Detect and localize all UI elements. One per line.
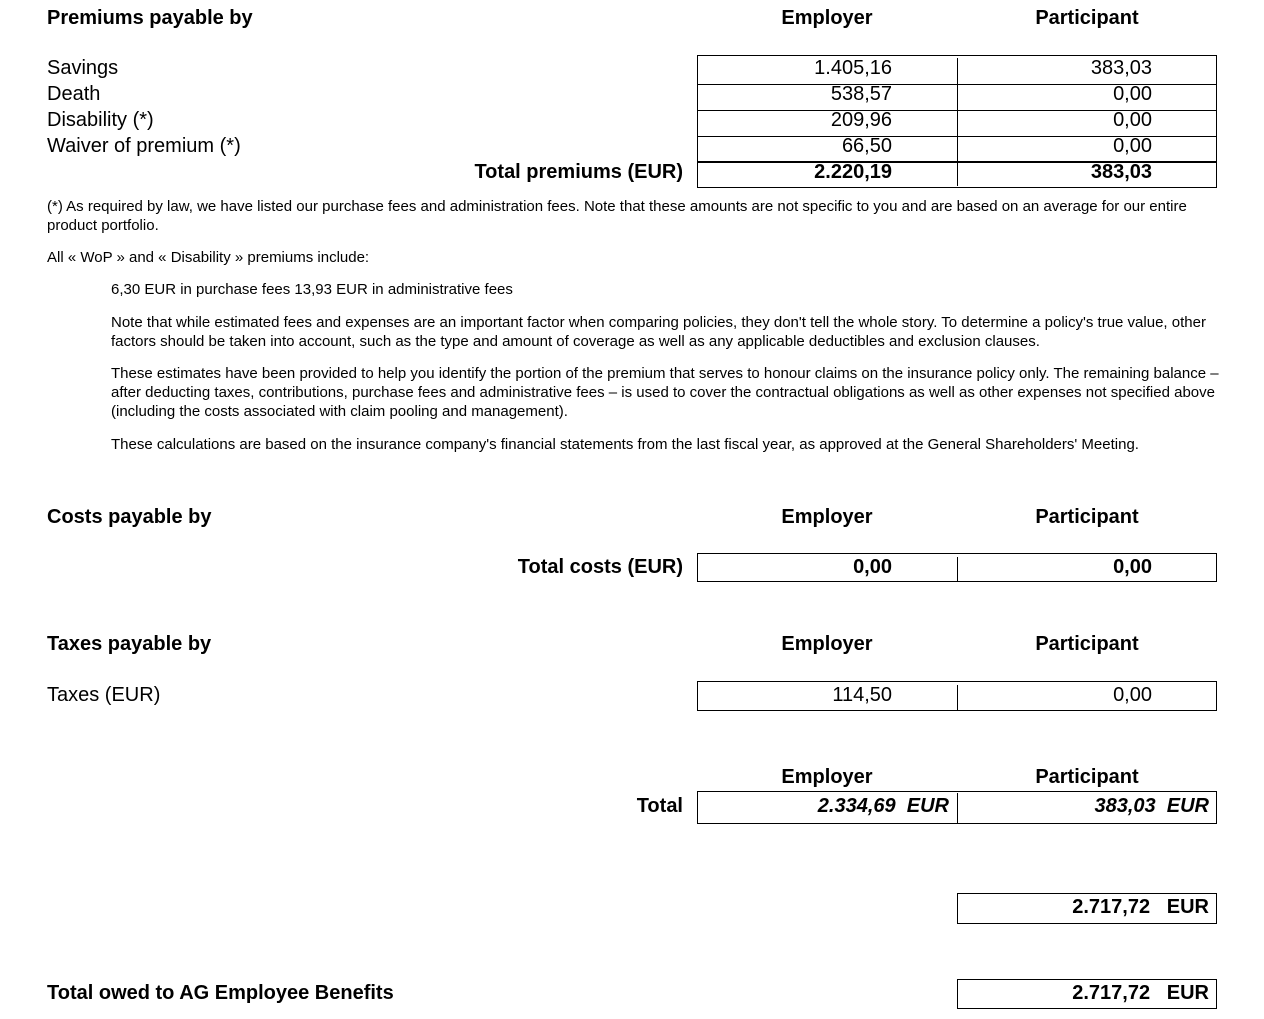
costs-total-employer: 0,00 [853,556,892,578]
premium-waiver-employer: 66,50 [841,135,892,157]
premiums-employer-header: Employer [781,7,873,29]
premium-disability-employer: 209,96 [830,109,892,131]
premiums-total-label: Total premiums (EUR) [474,161,683,183]
premium-death-participant: 0,00 [1113,83,1152,105]
taxes-participant-header: Participant [1035,633,1139,655]
total-employer-value: 2.334,69 EUR [817,795,949,817]
premium-label-death: Death [47,83,101,105]
premium-death-employer: 538,57 [830,83,892,105]
costs-total-participant: 0,00 [1113,556,1152,578]
taxes-employer-header: Employer [781,633,873,655]
fees-line: 6,30 EUR in purchase fees 13,93 EUR in administrative fees [111,281,513,298]
premium-label-disability: Disability (*) [47,109,154,131]
wop-intro: All « WoP » and « Disability » premiums include: [47,249,370,266]
premium-label-savings: Savings [47,57,119,79]
premium-disability-participant: 0,00 [1113,109,1152,131]
costs-total-label: Total costs (EUR) [517,556,683,578]
premium-savings-participant: 383,03 [1090,57,1152,79]
total-label: Total [636,795,683,817]
costs-participant-header: Participant [1035,506,1139,528]
note-paragraph-2: These estimates have been provided to help you identify the portion of the premium that serves to honour claims on the insurance policy only. The remaining balance – after deducting taxes, contributions, purchase fees and administrative fees – is used to cover the contractual obligations as well as other expenses not specified above (including the costs associated with claim pooling and management). [111,365,1219,420]
taxes-label: Taxes (EUR) [47,684,161,706]
total-employer-header: Employer [781,766,873,788]
premiums-participant-header: Participant [1035,7,1139,29]
taxes-participant: 0,00 [1113,684,1152,706]
premium-label-waiver: Waiver of premium (*) [47,135,241,157]
premiums-total-employer: 2.220,19 [814,161,892,183]
taxes-employer: 114,50 [832,684,892,706]
taxes-heading: Taxes payable by [47,633,212,655]
premium-waiver-participant: 0,00 [1113,135,1152,157]
note-paragraph-1: Note that while estimated fees and expenses are an important factor when comparing policies, they don't tell the whole story. To determine a policy's true value, other factors should be taken into account, such as the type and amount of coverage as well as any applicable deductibles and exclusion clauses. [111,314,1206,350]
note-paragraph-3: These calculations are based on the insurance company's financial statements from the last fiscal year, as approved at the General Shareholders' Meeting. [111,436,1139,453]
total-owed-value: 2.717,72 EUR [1072,982,1209,1004]
premiums-heading: Premiums payable by [47,7,253,29]
asterisk-note: (*) As required by law, we have listed our purchase fees and administration fees. Note that these amounts are not specific to you and are based on an average for our entire product portfolio. [47,198,1187,234]
premiums-total-participant: 383,03 [1090,161,1152,183]
costs-heading: Costs payable by [47,506,212,528]
costs-employer-header: Employer [781,506,873,528]
grand-total-value: 2.717,72 EUR [1072,896,1209,918]
total-participant-value: 383,03 EUR [1094,795,1209,817]
total-owed-label: Total owed to AG Employee Benefits [47,982,394,1004]
premium-savings-employer: 1.405,16 [814,57,892,79]
total-participant-header: Participant [1035,766,1139,788]
